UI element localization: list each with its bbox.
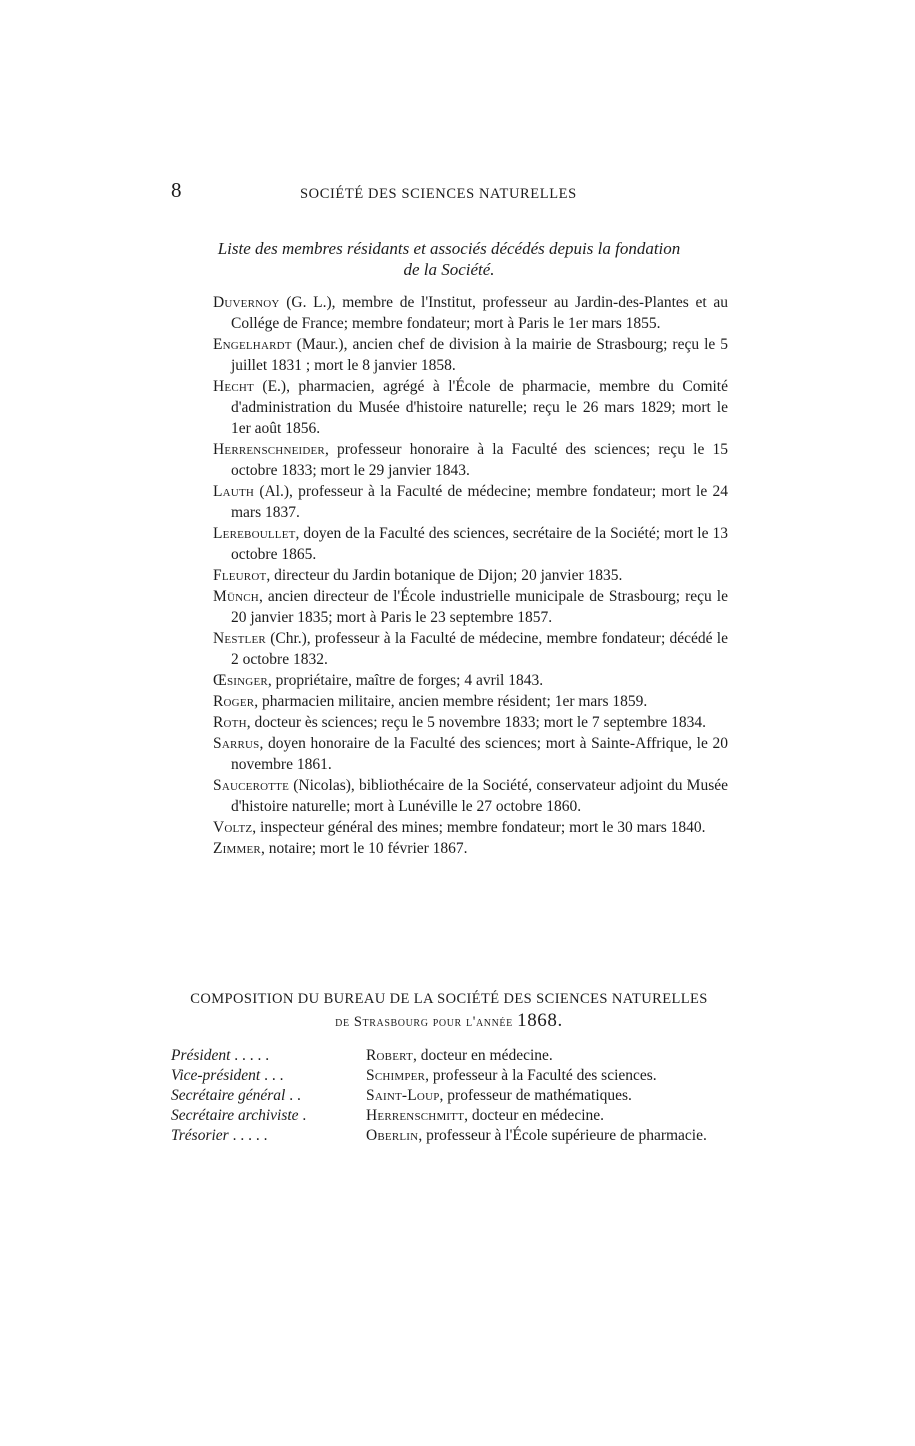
holder-details: , professeur à la Faculté des sciences. [425, 1067, 657, 1084]
bureau-title-line-1: COMPOSITION DU BUREAU DE LA SOCIÉTÉ DES SCIENCES NATURELLES [190, 991, 708, 1007]
role-cell [171, 1046, 366, 1066]
list-item [213, 775, 728, 817]
table-row [171, 1046, 727, 1066]
member-details: , doyen honoraire de la Faculté des sciences; mort à Sainte-Affrique, le 20 novembre 1861. [231, 735, 728, 773]
member-details: (Nicolas), bibliothécaire de la Société, conservateur adjoint du Musée d'histoire naturelle; mort à Lunéville le 27 octobre 1860. [231, 777, 728, 815]
member-name: Roger [213, 693, 255, 710]
holder-name: Schimper [366, 1067, 426, 1084]
leader-dots: . [298, 1107, 307, 1124]
role-label: Président [171, 1047, 231, 1064]
member-details: , pharmacien militaire, ancien membre résident; 1er mars 1859. [254, 693, 648, 710]
bureau-year: 1868. [517, 1010, 563, 1031]
member-details: (E.), pharmacien, agrégé à l'École de pharmacie, membre du Comité d'administration du Musée d'histoire naturelle; reçu le 26 mars 1829; mort le 1er août 1856. [231, 378, 728, 437]
holder-cell [366, 1066, 727, 1086]
leader-dots: . . . [260, 1067, 284, 1084]
member-name: Zimmer [213, 840, 261, 857]
bureau-title-line-2 [171, 1010, 727, 1033]
holder-cell [366, 1126, 727, 1146]
page-number: 8 [171, 178, 182, 202]
deceased-members-list [213, 292, 728, 859]
list-item [213, 376, 728, 439]
list-item [213, 670, 728, 691]
role-cell [171, 1126, 366, 1146]
holder-details: , professeur à l'École supérieure de pharmacie. [418, 1127, 707, 1144]
member-details: (G. L.), membre de l'Institut, professeur au Jardin-des-Plantes et au Collége de France; membre fondateur; mort à Paris le 1er mars 1855. [231, 294, 728, 332]
holder-cell [366, 1046, 727, 1066]
holder-cell [366, 1086, 727, 1106]
list-item [213, 838, 728, 859]
holder-details: , docteur en médecine. [412, 1047, 553, 1064]
role-label: Secrétaire général [171, 1087, 286, 1104]
member-details: , notaire; mort le 10 février 1867. [260, 840, 468, 857]
holder-name: Robert [366, 1047, 413, 1064]
member-details: (Chr.), professeur à la Faculté de médecine, membre fondateur; décédé le 2 octobre 1832. [231, 630, 728, 668]
table-row [171, 1106, 727, 1126]
list-item [213, 691, 728, 712]
list-title-line-1: Liste des membres résidants et associés décédés depuis la fondation [217, 239, 681, 258]
list-item [213, 334, 728, 376]
leader-dots: . . [285, 1087, 301, 1104]
member-details: , propriétaire, maître de forges; 4 avril 1843. [267, 672, 544, 689]
role-cell [171, 1106, 366, 1126]
role-label: Vice-président [171, 1067, 261, 1084]
leader-dots: . . . . . [230, 1047, 270, 1064]
holder-name: Oberlin [366, 1127, 419, 1144]
role-cell [171, 1086, 366, 1106]
list-item [213, 586, 728, 628]
list-item [213, 712, 728, 733]
table-row [171, 1126, 727, 1146]
role-label: Secrétaire archiviste [171, 1107, 299, 1124]
member-name: Saucerotte [213, 777, 290, 794]
list-item [213, 523, 728, 565]
leader-dots: . . . . . [228, 1127, 268, 1144]
bureau-title-text: de Strasbourg pour l'année [335, 1014, 513, 1030]
member-details: , doyen de la Faculté des sciences, secrétaire de la Société; mort le 13 octobre 1865. [231, 525, 728, 563]
member-name: Sarrus [213, 735, 260, 752]
table-row [171, 1066, 727, 1086]
member-details: (Al.), professeur à la Faculté de médecine; membre fondateur; mort le 24 mars 1837. [231, 483, 728, 521]
list-item [213, 481, 728, 523]
bureau-table [171, 1046, 727, 1146]
list-item [213, 292, 728, 334]
table-row [171, 1086, 727, 1106]
role-label: Trésorier [171, 1127, 229, 1144]
member-details: (Maur.), ancien chef de division à la mairie de Strasbourg; reçu le 5 juillet 1831 ; mort le 8 janvier 1858. [231, 336, 728, 374]
member-name: Lereboullet [213, 525, 296, 542]
member-details: , docteur ès sciences; reçu le 5 novembre 1833; mort le 7 septembre 1834. [246, 714, 707, 731]
list-item [213, 565, 728, 586]
member-name: Fleurot [213, 567, 267, 584]
running-title: SOCIÉTÉ DES SCIENCES NATURELLES [300, 186, 577, 202]
bureau-title [171, 988, 727, 1033]
holder-name: Saint-Loup [366, 1087, 440, 1104]
member-name: Münch [213, 588, 259, 605]
member-name: Hecht [213, 378, 254, 395]
holder-cell [366, 1106, 727, 1126]
list-title [171, 238, 727, 280]
role-cell [171, 1066, 366, 1086]
list-item [213, 628, 728, 670]
member-name: Roth [213, 714, 247, 731]
list-item [213, 733, 728, 775]
holder-details: , professeur de mathématiques. [439, 1087, 632, 1104]
member-name: Œsinger [213, 672, 268, 689]
holder-name: Herrenschmitt [366, 1107, 465, 1124]
member-name: Engelhardt [213, 336, 292, 353]
list-item [213, 439, 728, 481]
list-item [213, 817, 728, 838]
member-name: Lauth [213, 483, 255, 500]
member-details: , ancien directeur de l'École industrielle municipale de Strasbourg; reçu le 20 janvier 1835; mort à Paris le 23 septembre 1857. [231, 588, 728, 626]
holder-details: , docteur en médecine. [464, 1107, 605, 1124]
member-details: , professeur honoraire à la Faculté des sciences; reçu le 15 octobre 1833; mort le 29 janvier 1843. [231, 441, 728, 479]
member-name: Duvernoy [213, 294, 280, 311]
member-details: , inspecteur général des mines; membre fondateur; mort le 30 mars 1840. [252, 819, 706, 836]
member-name: Voltz [213, 819, 253, 836]
member-name: Herrenschneider [213, 441, 325, 458]
member-name: Nestler [213, 630, 266, 647]
member-details: , directeur du Jardin botanique de Dijon; 20 janvier 1835. [266, 567, 623, 584]
list-title-line-2: de la Société. [403, 260, 495, 279]
